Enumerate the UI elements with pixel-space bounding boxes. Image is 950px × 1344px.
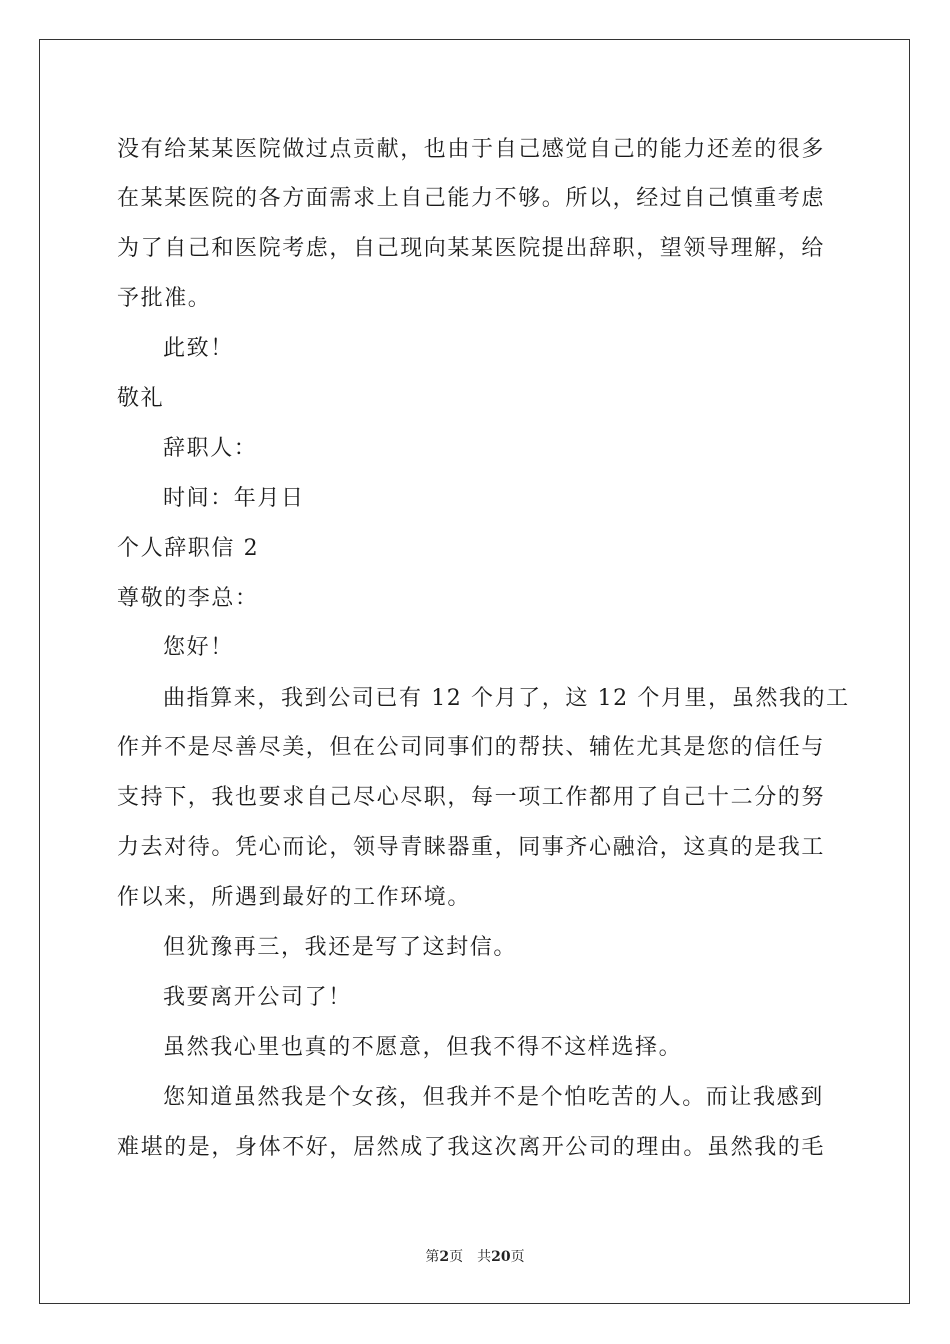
text-line: 力去对待。凭心而论，领导青睐器重，同事齐心融洽，这真的是我工 — [117, 835, 826, 860]
text-line: 但犹豫再三，我还是写了这封信。 — [163, 935, 518, 960]
closing-regards: 敬礼 — [117, 386, 165, 411]
text-line: 在某某医院的各方面需求上自己能力不够。所以，经过自己慎重考虑 — [117, 186, 826, 211]
text-line: 曲指算来，我到公司已有 12 个月了，这 12 个月里，虽然我的工 — [163, 686, 850, 711]
section-heading: 个人辞职信 2 — [117, 536, 260, 561]
total-suffix: 页 — [510, 1249, 525, 1265]
page-total: 20 — [491, 1249, 511, 1265]
letter-hello: 您好！ — [163, 635, 234, 660]
text-line: 予批准。 — [117, 286, 212, 311]
page-footer — [0, 1248, 950, 1266]
date-label: 时间：年月日 — [163, 486, 305, 511]
text-line: 支持下，我也要求自己尽心尽职，每一项工作都用了自己十二分的努 — [117, 785, 826, 810]
signature-label: 辞职人： — [163, 436, 258, 461]
text-line: 作并不是尽善尽美，但在公司同事们的帮扶、辅佐尤其是您的信任与 — [117, 735, 826, 760]
text-line: 我要离开公司了！ — [163, 985, 352, 1010]
text-line: 您知道虽然我是个女孩，但我并不是个怕吃苦的人。而让我感到 — [163, 1085, 824, 1110]
text-line: 难堪的是，身体不好，居然成了我这次离开公司的理由。虽然我的毛 — [117, 1135, 826, 1160]
closing-salutation: 此致！ — [163, 336, 234, 361]
page-current: 2 — [439, 1249, 450, 1265]
page-prefix: 第 — [425, 1249, 440, 1265]
text-line: 作以来，所遇到最好的工作环境。 — [117, 885, 472, 910]
page-border — [39, 39, 910, 1304]
page-suffix: 页 — [449, 1249, 464, 1265]
text-line: 为了自己和医院考虑，自己现向某某医院提出辞职，望领导理解，给 — [117, 236, 826, 261]
total-prefix: 共 — [477, 1249, 492, 1265]
letter-greeting: 尊敬的李总： — [117, 586, 259, 611]
text-line: 没有给某某医院做过点贡献，也由于自己感觉自己的能力还差的很多 — [117, 137, 826, 162]
text-line: 虽然我心里也真的不愿意，但我不得不这样选择。 — [163, 1035, 683, 1060]
